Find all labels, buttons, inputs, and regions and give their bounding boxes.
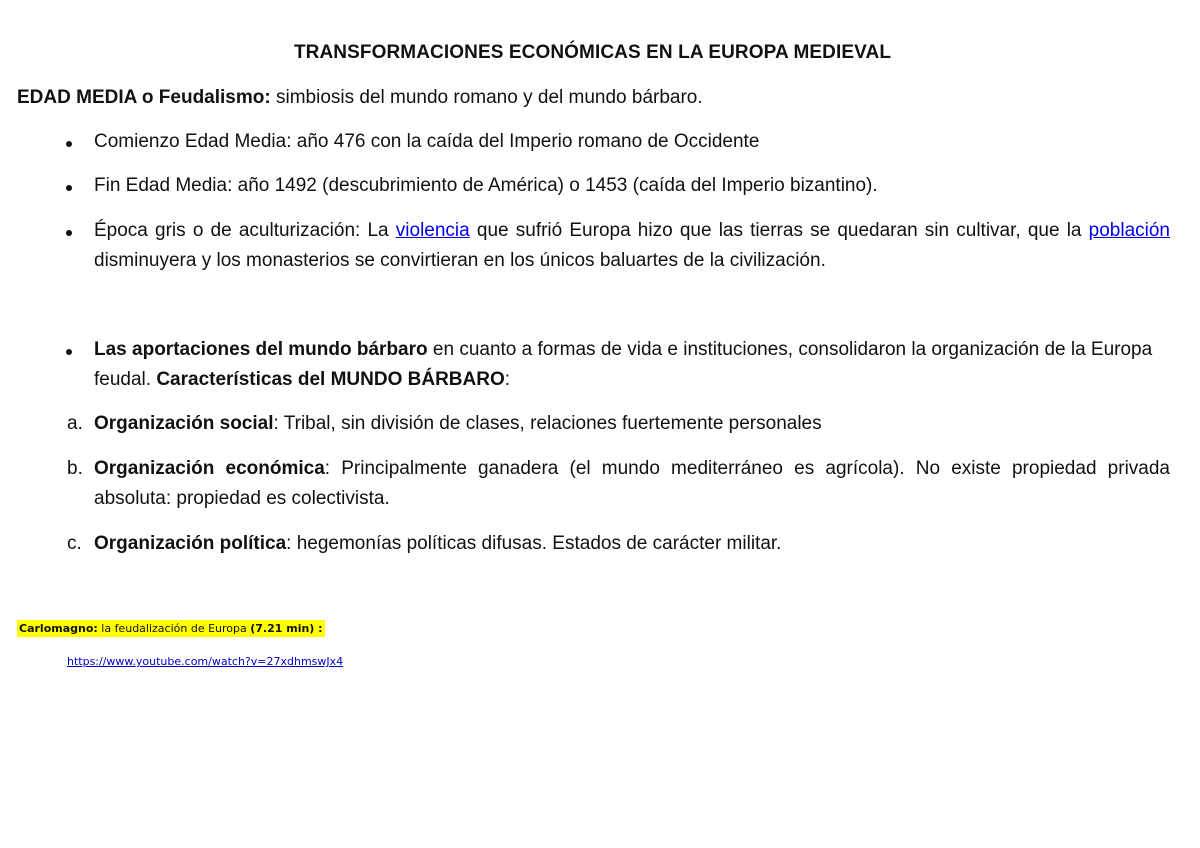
list-marker: c.	[67, 533, 82, 554]
bullet-text: Fin Edad Media: año 1492 (descubrimiento de América) o 1453 (caída del Imperio bizantino).	[94, 175, 878, 196]
note-duration: (7.21 min) :	[250, 622, 323, 635]
video-link[interactable]: https://www.youtube.com/watch?v=27xdhmswJx4	[67, 655, 344, 668]
bullet-text: Comienzo Edad Media: año 476 con la caída del Imperio romano de Occidente	[94, 131, 760, 152]
bullet-icon	[66, 230, 72, 236]
link-violencia[interactable]: violencia	[395, 220, 470, 241]
page-title: TRANSFORMACIONES ECONÓMICAS EN LA EUROPA MEDIEVAL	[293, 42, 892, 63]
bullet-bold-text: Características del MUNDO BÁRBARO	[156, 369, 505, 390]
lettered-text: : Principalmente ganadera (el mundo mediterráneo es agrícola). No existe propiedad privada absoluta: propiedad es colectivista.	[94, 458, 1170, 509]
bullet-text: que sufrió Europa hizo que las tierras se quedaran sin cultivar, que la	[469, 220, 1089, 241]
bullet-icon	[66, 141, 72, 147]
intro-text: simbiosis del mundo romano y del mundo bárbaro.	[270, 87, 703, 108]
bullet-text: disminuyera y los monasterios se convirtieran en los únicos baluartes de la civilización.	[94, 250, 826, 271]
bullet-item-barbarian	[94, 335, 1170, 395]
bullet-item-epoch	[94, 216, 1170, 276]
bullet-text: en cuanto a formas de vida e instituciones, consolidaron la organización de la Europa feudal.	[94, 339, 1153, 390]
highlighted-note	[17, 620, 325, 637]
lettered-item-social	[94, 409, 1170, 439]
lettered-label: Organización económica	[94, 458, 325, 479]
lettered-item-economic	[94, 454, 1170, 514]
note-bold-text: Carlomagno:	[19, 622, 98, 635]
lettered-label: Organización política	[94, 533, 287, 554]
lettered-text: : Tribal, sin división de clases, relaciones fuertemente personales	[273, 413, 822, 434]
bullet-icon	[66, 185, 72, 191]
note-text: la feudalización de Europa	[97, 622, 251, 635]
bullet-bold-text: Las aportaciones del mundo bárbaro	[94, 339, 428, 360]
list-marker: a.	[67, 413, 83, 434]
intro-label: EDAD MEDIA o Feudalismo:	[17, 87, 271, 108]
bullet-icon	[66, 349, 72, 355]
bullet-text: Época gris o de aculturización: La	[94, 220, 396, 241]
bullet-item-end	[94, 171, 1170, 201]
lettered-item-political	[94, 529, 1170, 559]
link-poblacion[interactable]: población	[1088, 220, 1170, 241]
lettered-label: Organización social	[94, 413, 274, 434]
bullet-text: :	[504, 369, 511, 390]
list-marker: b.	[67, 458, 83, 479]
bullet-item-start	[94, 127, 1170, 157]
intro-paragraph	[17, 87, 703, 109]
lettered-text: : hegemonías políticas difusas. Estados de carácter militar.	[286, 533, 782, 554]
